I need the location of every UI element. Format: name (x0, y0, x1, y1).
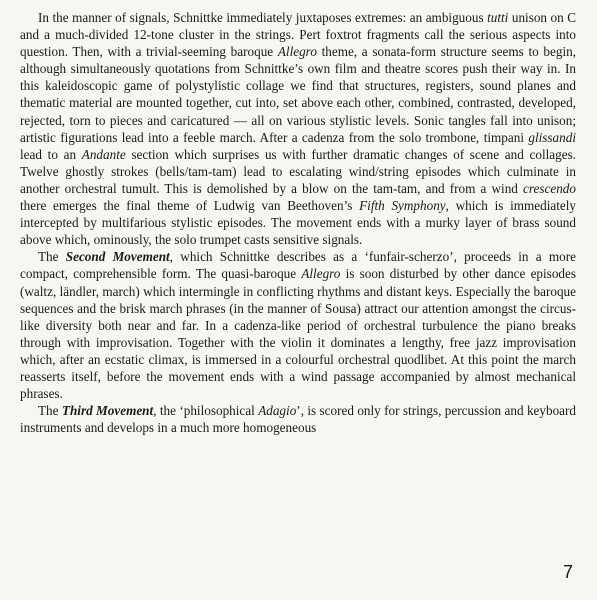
text-run: The (38, 403, 62, 419)
text-run: In the manner of signals, Schnittke immediately juxtaposes extremes: an ambiguous (38, 10, 488, 25)
text-run: , which Schnittke describes as a ‘funfair-scherzo’, proceeds in a more compact, comprehensible form. The quasi-baroque (20, 249, 576, 282)
italic-term: glissandi (528, 129, 576, 145)
text-run: The (38, 249, 66, 265)
movement-heading: Third Movement (61, 403, 154, 419)
paragraph-first-movement (20, 9, 576, 248)
text-run: , which is immediately intercepted by multifarious stylistic episodes. The movement ends with a murky layer of brass sound above which, ominously, the solo trumpet casts sensitive signals. (20, 198, 576, 248)
text-run: there emerges the final theme of Ludwig van Beethoven’s (20, 198, 360, 214)
italic-term: crescendo (523, 180, 576, 196)
text-run: lead to an (20, 146, 82, 162)
body-text (20, 9, 576, 436)
movement-heading: Second Movement (65, 249, 170, 265)
text-run: ’, is scored only for strings, percussion and keyboard instruments and develops in a much more homogeneous (20, 403, 577, 436)
text-run: , the ‘philosophical (153, 403, 259, 419)
italic-term: Fifth Symphony (359, 198, 446, 214)
paragraph-second-movement (20, 248, 576, 402)
text-run: is soon disturbed by other dance episodes (waltz, ländler, march) which intermingle in conflicting rhythms and distant keys. Especially the baroque sequences and the brisk march phrases (in the manner of Sousa) attract our attention amongst the circus-like diversity both near and far. In a cadenza-like period of orchestral turbulence the piano breaks through with improvisation. Together with the violin it dominates a lengthy, free jazz improvisation which, after an ecstatic climax, is immersed in a colourful orchestral quodlibet. At this point the march reasserts itself, before the movement ends with a wind passage accompanied by almost mechanical phrases. (20, 266, 576, 402)
page-number: 7 (562, 562, 573, 582)
text-run: section which surprises us with further dramatic changes of scene and collages. Twelve ghostly strokes (bells/tam-tam) lead to escalating wind/string episodes which culminate in another orchestral tumult. This is demolished by a blow on the tam-tam, and from a wind (20, 146, 577, 196)
paragraph-third-movement (20, 402, 576, 436)
italic-term: Allegro (301, 266, 341, 282)
text-run: unison on C and a much-divided 12-tone cluster in the strings. Pert foxtrot fragments call the serious aspects into question. Then, with a trivial-seeming baroque (20, 10, 577, 60)
italic-term: Allegro (277, 44, 317, 60)
italic-term: Adagio (258, 403, 297, 419)
italic-term: tutti (487, 10, 509, 25)
text-run: theme, a sonata-form structure seems to begin, although simultaneously quotations from Schnittke’s own film and theatre scores push their way in. In this kaleidoscopic game of polystylistic collage we find that structures, registers, sound planes and thematic material are mounted together, cut into, set above each other, combined, contrasted, developed, rejected, torn to pieces and caricatured — all on various stylistic levels. Sonic tangles fall into unison; artistic figurations lead into a feeble march. After a cadenza from the solo trombone, timpani (20, 44, 576, 145)
italic-term: Andante (81, 146, 126, 162)
